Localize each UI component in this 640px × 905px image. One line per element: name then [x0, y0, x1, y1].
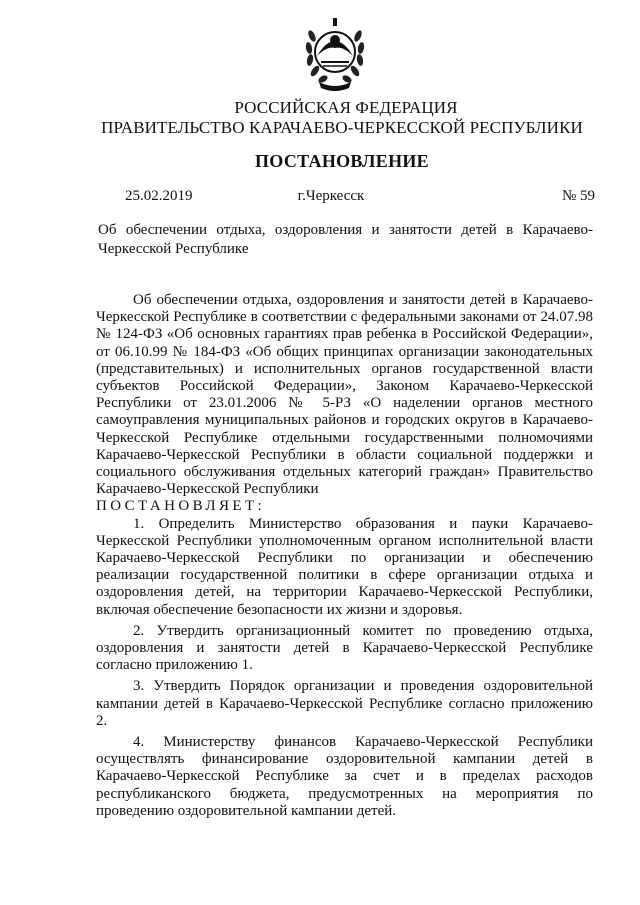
document-date: 25.02.2019 [125, 188, 193, 204]
government-header: ПРАВИТЕЛЬСТВО КАРАЧАЕВО-ЧЕРКЕССКОЙ РЕСПУБЛИКИ [101, 118, 583, 137]
document-body [96, 292, 593, 820]
decree-item-3: 3. Утвердить Порядок организации и проведения оздоровительной кампании детей в Карачаево-Черкесской Республике согласно приложению 2. [96, 678, 593, 729]
decree-item-4: 4. Министерству финансов Карачаево-Черкесской Республики осуществлять финансирование оздоровительной кампании детей в Карачаево-Черкесской Республике за счет и в пределах расходов республиканского бюджета, предусмотренных на мероприятия по проведению оздоровительной кампании детей. [96, 734, 593, 819]
document-number: № 59 [561, 188, 595, 204]
decree-word: ПОСТАНОВЛЯЕТ: [96, 498, 266, 515]
decree-item-2: 2. Утвердить организационный комитет по проведению отдыха, оздоровления и занятости детей в Карачаево-Черкесской Республике согласно приложению 1. [96, 622, 593, 674]
decree-item-1: 1. Определить Министерство образования и пауки Карачаево-Черкесской Республики уполномоченным органом исполнительной власти Карачаево-Черкесской Республики по организации и обеспечению реализации государственной политики в сфере организации отдыха и оздоровления детей, на территории Карачаево-Черкесской Республики, включая обеспечение безопасности их жизни и здоровья. [96, 515, 593, 618]
preamble-paragraph: Об обеспечении отдыха, оздоровления и занятости детей в Карачаево-Черкесской Республике в соответствии с федеральными законами от 24.07.98 № 124-ФЗ «Об основных гарантиях прав ребенка в Российской Федерации», от 06.10.99 № 184-ФЗ «Об общих принципах организации законодательных (представительных) и исполнительных органов государственной власти субъектов Российской Федерации», Законом Карачаево-Черкесской Республики от 23.01.2006 № 5-РЗ «О наделении органов местного самоуправления муниципальных районов и городских округов в Карачаево-Черкесской Республике отдельными государственными полномочиями Карачаево-Черкесской Республики в области социальной поддержки и социального обслуживания отдельных категорий граждан» Правительство Карачаево-Черкесской Республики [96, 292, 593, 498]
coat-of-arms-icon [303, 16, 367, 94]
document-type-title: ПОСТАНОВЛЕНИЕ [255, 151, 429, 171]
document-subject: Об обеспечении отдыха, оздоровления и занятости детей в Карачаево-Черкесской Республике [98, 222, 593, 257]
document-place: г.Черкесск [297, 188, 365, 204]
country-header: РОССИЙСКАЯ ФЕДЕРАЦИЯ [234, 98, 458, 117]
